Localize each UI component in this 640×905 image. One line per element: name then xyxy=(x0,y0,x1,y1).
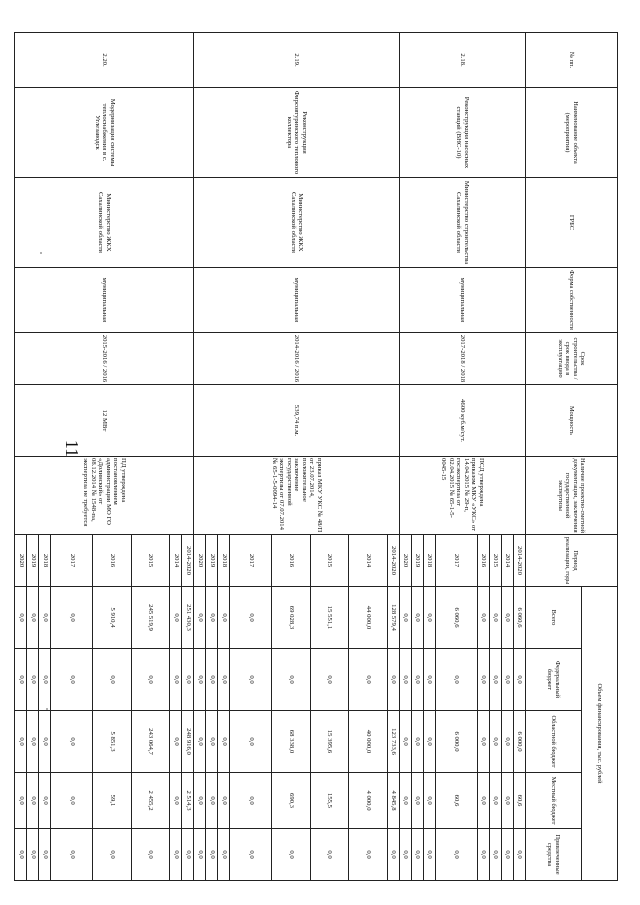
period-cell: 2014 xyxy=(502,535,514,587)
total-cell: 0,0 xyxy=(206,587,218,649)
regional-cell: 0,0 xyxy=(230,711,272,773)
table-row xyxy=(388,33,400,881)
regional-cell: 15 395,6 xyxy=(311,711,350,773)
local-cell: 0,0 xyxy=(170,773,182,829)
local-cell: 0,0 xyxy=(230,773,272,829)
period-cell: 2015 xyxy=(311,535,350,587)
federal-cell: 0,0 xyxy=(93,649,132,711)
table-area xyxy=(17,32,618,876)
regional-cell: 5 851,3 xyxy=(93,711,132,773)
rotated-page xyxy=(17,32,618,876)
private-cell: 0,0 xyxy=(478,829,490,881)
total-cell: 6 060,6 xyxy=(436,587,478,649)
page-number: 11 xyxy=(62,439,83,458)
regional-cell: 0,0 xyxy=(400,711,412,773)
federal-cell: 0,0 xyxy=(132,649,171,711)
federal-cell: 0,0 xyxy=(170,649,182,711)
header-name: Наименование объекта (мероприятия) xyxy=(526,88,618,178)
federal-cell: 0,0 xyxy=(349,649,388,711)
regional-cell: 243 064,7 xyxy=(132,711,171,773)
federal-cell: 0,0 xyxy=(272,649,311,711)
regional-cell: 0,0 xyxy=(478,711,490,773)
private-cell: 0,0 xyxy=(39,829,51,881)
federal-cell: 0,0 xyxy=(39,649,51,711)
total-cell: 0,0 xyxy=(15,587,27,649)
private-cell: 0,0 xyxy=(206,829,218,881)
header-total: Всего xyxy=(526,587,582,649)
regional-cell: 0,0 xyxy=(502,711,514,773)
local-cell: 0,0 xyxy=(15,773,27,829)
private-cell: 0,0 xyxy=(230,829,272,881)
period-cell: 2019 xyxy=(27,535,39,587)
regional-cell: 0,0 xyxy=(490,711,502,773)
federal-cell: 0,0 xyxy=(514,649,526,711)
private-cell: 0,0 xyxy=(514,829,526,881)
ownership-cell: муниципальная xyxy=(194,268,400,333)
term-cell: 2017-2018 / 2018 xyxy=(400,333,526,385)
local-cell: 0,0 xyxy=(51,773,93,829)
period-cell: 2015 xyxy=(132,535,171,587)
header-local: Местный бюджет xyxy=(526,773,582,829)
regional-cell: 0,0 xyxy=(412,711,424,773)
private-cell: 0,0 xyxy=(424,829,436,881)
total-cell: 0,0 xyxy=(194,587,206,649)
header-funding-group: Объем финансирования, тыс. рублей xyxy=(582,587,618,881)
docs-cell: ПД утверждена постановлением администрации МО ГО «Долинский» от 08.12.2014 № 1548-па, экспертиза не требуется xyxy=(15,457,194,535)
period-cell: 2014-2020 xyxy=(514,535,526,587)
total-cell: 0,0 xyxy=(502,587,514,649)
total-cell: 0,0 xyxy=(51,587,93,649)
local-cell: 690,3 xyxy=(272,773,311,829)
period-cell: 2020 xyxy=(194,535,206,587)
federal-cell: 0,0 xyxy=(412,649,424,711)
private-cell: 0,0 xyxy=(170,829,182,881)
local-cell: 0,0 xyxy=(218,773,230,829)
ownership-cell: муниципальная xyxy=(15,268,194,333)
federal-cell: 0,0 xyxy=(478,649,490,711)
num-cell: 2.19. xyxy=(194,33,400,88)
docs-cell: приказ МКУ УКС № 48/П от 23.07.2014, положительное заключение государственной экспертизы от 07.07.2014 № 65-1-5-0094-14 xyxy=(194,457,400,535)
header-capacity: Мощность xyxy=(526,385,618,457)
local-cell: 0,0 xyxy=(27,773,39,829)
federal-cell: 0,0 xyxy=(311,649,350,711)
total-cell: 5 910,4 xyxy=(93,587,132,649)
ownership-cell: муниципальная xyxy=(400,268,526,333)
regional-cell: 0,0 xyxy=(206,711,218,773)
total-cell: 0,0 xyxy=(218,587,230,649)
header-regional: Областной бюджет xyxy=(526,711,582,773)
local-cell: 0,0 xyxy=(400,773,412,829)
header-num: № пп. xyxy=(526,33,618,88)
local-cell: 0,0 xyxy=(424,773,436,829)
local-cell: 0,0 xyxy=(412,773,424,829)
federal-cell: 0,0 xyxy=(182,649,194,711)
private-cell: 0,0 xyxy=(51,829,93,881)
regional-cell: 40 000,0 xyxy=(349,711,388,773)
period-cell: 2014-2020 xyxy=(388,535,400,587)
federal-cell: 0,0 xyxy=(194,649,206,711)
num-cell: 2.20. xyxy=(15,33,194,88)
private-cell: 0,0 xyxy=(218,829,230,881)
header-grbs: ГРБС xyxy=(526,178,618,268)
total-cell: 128 579,4 xyxy=(388,587,400,649)
local-cell: 2 514,3 xyxy=(182,773,194,829)
federal-cell: 0,0 xyxy=(230,649,272,711)
regional-cell: 6 000,0 xyxy=(436,711,478,773)
federal-cell: 0,0 xyxy=(436,649,478,711)
total-cell: 251 430,3 xyxy=(182,587,194,649)
period-cell: 2014 xyxy=(170,535,182,587)
local-cell: 0,0 xyxy=(206,773,218,829)
table-header xyxy=(526,33,618,881)
capacity-cell: 539,74 п.м. xyxy=(194,385,400,457)
private-cell: 0,0 xyxy=(412,829,424,881)
total-cell: 6 060,6 xyxy=(514,587,526,649)
period-cell: 2017 xyxy=(436,535,478,587)
period-cell: 2018 xyxy=(39,535,51,587)
private-cell: 0,0 xyxy=(349,829,388,881)
header-docs: Наличие проектно-сметной документации, заключения государственной экспертизы xyxy=(526,457,618,535)
total-cell: 0,0 xyxy=(39,587,51,649)
private-cell: 0,0 xyxy=(132,829,171,881)
private-cell: 0,0 xyxy=(194,829,206,881)
period-cell: 2020 xyxy=(15,535,27,587)
regional-cell: 0,0 xyxy=(51,711,93,773)
local-cell: 59,1 xyxy=(93,773,132,829)
total-cell: 0,0 xyxy=(27,587,39,649)
total-cell: 0,0 xyxy=(170,587,182,649)
local-cell: 0,0 xyxy=(194,773,206,829)
header-ownership: Форма собственности xyxy=(526,268,618,333)
local-cell: 2 455,2 xyxy=(132,773,171,829)
docs-cell: ПСД утверждена приказом МКУ «УКС» от 14.04.2015 № 29-п, госэкспертиза от 02.04.2015 № 65-1-5-0045-15 xyxy=(400,457,526,535)
local-cell: 4 000,0 xyxy=(349,773,388,829)
scan-speck xyxy=(46,708,48,710)
local-cell: 60,6 xyxy=(436,773,478,829)
local-cell: 0,0 xyxy=(39,773,51,829)
private-cell: 0,0 xyxy=(490,829,502,881)
total-cell: 0,0 xyxy=(412,587,424,649)
private-cell: 0,0 xyxy=(182,829,194,881)
private-cell: 0,0 xyxy=(15,829,27,881)
regional-cell: 123 733,6 xyxy=(388,711,400,773)
period-cell: 2017 xyxy=(230,535,272,587)
period-cell: 2019 xyxy=(412,535,424,587)
capacity-cell: 4600 куб.м/сут. xyxy=(400,385,526,457)
regional-cell: 0,0 xyxy=(39,711,51,773)
table-row xyxy=(182,33,194,881)
private-cell: 0,0 xyxy=(311,829,350,881)
local-cell: 0,0 xyxy=(502,773,514,829)
object-name-cell: Реконструкция насосных станций (ВНС-10) xyxy=(400,88,526,178)
federal-cell: 0,0 xyxy=(388,649,400,711)
private-cell: 0,0 xyxy=(272,829,311,881)
local-cell: 0,0 xyxy=(490,773,502,829)
total-cell: 245 519,9 xyxy=(132,587,171,649)
regional-cell: 0,0 xyxy=(194,711,206,773)
total-cell: 44 000,0 xyxy=(349,587,388,649)
object-name-cell: Модернизация системы теплоснабжения в с. Углезаводск xyxy=(15,88,194,178)
header-private: Привлеченные средства xyxy=(526,829,582,881)
scan-speck xyxy=(40,252,42,254)
federal-cell: 0,0 xyxy=(51,649,93,711)
period-cell: 2017 xyxy=(51,535,93,587)
grbs-cell: Министерство ЖКХ Сахалинской области xyxy=(15,178,194,268)
federal-cell: 0,0 xyxy=(400,649,412,711)
local-cell: 155,5 xyxy=(311,773,350,829)
period-cell: 2014-2020 xyxy=(182,535,194,587)
financing-table xyxy=(15,32,619,881)
total-cell: 15 551,1 xyxy=(311,587,350,649)
federal-cell: 0,0 xyxy=(424,649,436,711)
total-cell: 69 028,3 xyxy=(272,587,311,649)
federal-cell: 0,0 xyxy=(490,649,502,711)
private-cell: 0,0 xyxy=(502,829,514,881)
regional-cell: 68 338,0 xyxy=(272,711,311,773)
total-cell: 0,0 xyxy=(478,587,490,649)
private-cell: 0,0 xyxy=(93,829,132,881)
grbs-cell: Министерство ЖКХ Сахалинской области xyxy=(194,178,400,268)
total-cell: 0,0 xyxy=(490,587,502,649)
header-federal: Федеральный бюджет xyxy=(526,649,582,711)
federal-cell: 0,0 xyxy=(206,649,218,711)
capacity-cell: 12 МВт xyxy=(15,385,194,457)
private-cell: 0,0 xyxy=(388,829,400,881)
regional-cell: 0,0 xyxy=(27,711,39,773)
period-cell: 2016 xyxy=(272,535,311,587)
regional-cell: 6 000,0 xyxy=(514,711,526,773)
private-cell: 0,0 xyxy=(27,829,39,881)
private-cell: 0,0 xyxy=(400,829,412,881)
regional-cell: 0,0 xyxy=(218,711,230,773)
period-cell: 2014 xyxy=(349,535,388,587)
federal-cell: 0,0 xyxy=(218,649,230,711)
total-cell: 0,0 xyxy=(400,587,412,649)
period-cell: 2018 xyxy=(218,535,230,587)
federal-cell: 0,0 xyxy=(502,649,514,711)
term-cell: 2014-2016 / 2016 xyxy=(194,333,400,385)
local-cell: 60,6 xyxy=(514,773,526,829)
total-cell: 0,0 xyxy=(424,587,436,649)
header-term: Срок строительства / срок ввода в эксплуатацию xyxy=(526,333,618,385)
period-cell: 2020 xyxy=(400,535,412,587)
period-cell: 2019 xyxy=(206,535,218,587)
regional-cell: 0,0 xyxy=(15,711,27,773)
federal-cell: 0,0 xyxy=(27,649,39,711)
grbs-cell: Министерство строительства Сахалинской области xyxy=(400,178,526,268)
federal-cell: 0,0 xyxy=(15,649,27,711)
table-body xyxy=(15,33,526,881)
regional-cell: 0,0 xyxy=(424,711,436,773)
object-name-cell: Реконструкция Фирсовтуринского теплового коллектора xyxy=(194,88,400,178)
total-cell: 0,0 xyxy=(230,587,272,649)
local-cell: 4 845,8 xyxy=(388,773,400,829)
num-cell: 2.18. xyxy=(400,33,526,88)
period-cell: 2016 xyxy=(93,535,132,587)
private-cell: 0,0 xyxy=(436,829,478,881)
term-cell: 2015-2016 / 2016 xyxy=(15,333,194,385)
regional-cell: 0,0 xyxy=(170,711,182,773)
table-row xyxy=(514,33,526,881)
period-cell: 2015 xyxy=(490,535,502,587)
header-period: Период реализации, годы xyxy=(526,535,618,587)
local-cell: 0,0 xyxy=(478,773,490,829)
period-cell: 2016 xyxy=(478,535,490,587)
period-cell: 2018 xyxy=(424,535,436,587)
regional-cell: 248 916,0 xyxy=(182,711,194,773)
